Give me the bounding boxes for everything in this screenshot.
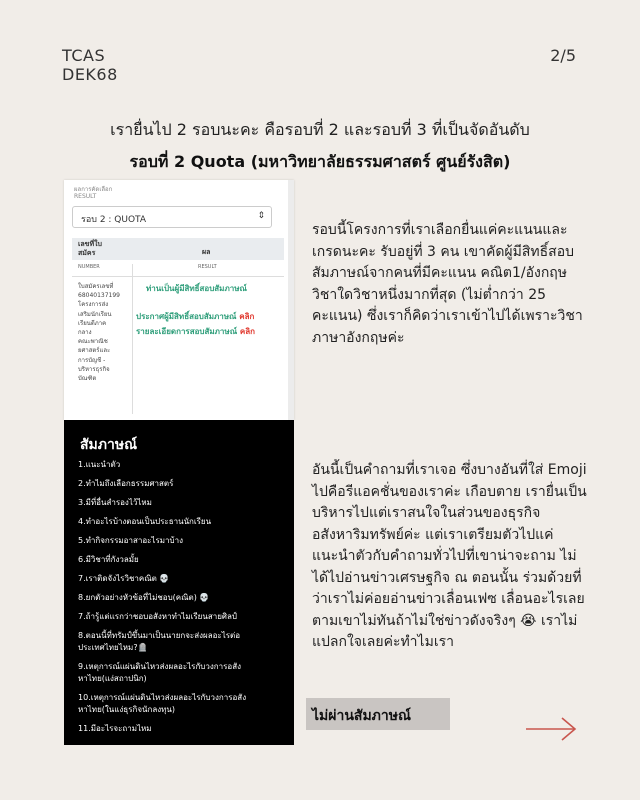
announce-row <box>136 310 254 323</box>
detail-label: รายละเอียดการสอบสัมภาษณ์ <box>136 327 238 336</box>
app-line: 68040137199 <box>78 292 120 300</box>
app-line: การบัญชี - <box>78 356 106 364</box>
result-card-header-en: RESULT <box>74 193 97 200</box>
scrollbar <box>288 180 294 420</box>
list-item: 2.ทำไมถึงเลือกธรรมศาสตร์ <box>78 479 174 488</box>
round-select[interactable] <box>72 206 272 228</box>
column-divider <box>132 264 133 414</box>
list-item: 8.ยกตัวอย่างหัวข้อที่ไม่ชอบ(คณิต) 💀 <box>78 593 210 602</box>
paragraph-round-info: รอบนี้โครงการที่เราเลือกยื่นแค่คะแนนและเกรดนะคะ รับอยู่ที่ 3 คน เขาคัดผู้มีสิทธิ์สอบสัมภาษณ์จากคนที่มีคะแนน คณิต1/อังกฤษ วิชาใดวิชาหนึ่งมากที่สุด (ไม่ต่ำกว่า 25 คะแนน) ซึ่งเราก็คิดว่าเราเข้าไปได้เพราะวิชาภาษาอังกฤษค่ะ <box>312 222 583 346</box>
row-divider <box>72 276 284 277</box>
table-header <box>72 238 284 260</box>
list-item: ประเทศไทยไหม?🪦 <box>78 643 148 652</box>
col-number-sub: NUMBER <box>78 264 100 270</box>
list-item: หาไทย(ในแง่ธุรกิจนักลงทุน) <box>78 705 176 714</box>
series-tag-line2: DEK68 <box>62 65 118 84</box>
app-line: ใบสมัครเลขที่ <box>78 283 114 290</box>
paragraph-questions: อันนี้เป็นคำถามที่เราเจอ ซึ่งบางอันที่ใส่ Emoji ไปคือรีแอคชั่นของเราค่ะ เกือบตาย เรายื่นเป็นบริหารไปแต่เราสนใจในส่วนของธุรกิจอสังหาริมทรัพย์ค่ะ แต่เราเตรียมตัวไปแค่แนะนำตัวกับคำถามทั่วไปที่เขาน่าจะถาม ไม่ได้ไปอ่านข่าวเศรษฐกิจ ณ ตอนนั้น ร่วมด้วยที่ว่าเราไม่ค่อยอ่านข่าวเลื่อนเฟซ เลื่อนอะไรเลยตามเขาไม่ทันถ้าไม่ใช่ข่าวดังจริงๆ 😭 เราไม่แปลกใจเลยค่ะทำไมเรา <box>312 462 587 650</box>
series-tag-line1: TCAS <box>62 46 106 65</box>
next-arrow-icon[interactable] <box>524 716 578 742</box>
result-badge: ไม่ผ่านสัมภาษณ์ <box>306 698 450 730</box>
col-result-sub: RESULT <box>198 264 217 270</box>
app-line: เรียนดีภาค <box>78 319 107 327</box>
app-line: กลาง <box>78 329 92 337</box>
detail-click-link[interactable]: คลิก <box>239 327 256 336</box>
list-item: 1.แนะนำตัว <box>78 460 121 469</box>
list-item: หาไทย(แง่สถาปนิก) <box>78 674 147 683</box>
detail-row <box>136 325 255 338</box>
application-info <box>78 282 128 383</box>
list-item: 10.เหตุการณ์แผ่นดินไหวส่งผลอะไรกับวงการอสัง <box>78 693 247 702</box>
page-indicator: 2/5 <box>550 46 576 65</box>
col-number-title: เลขที่ใบสมัคร <box>78 240 102 257</box>
result-card-header <box>74 186 112 200</box>
app-line: บริหารธุรกิจ <box>78 365 110 373</box>
interview-title: สัมภาษณ์ <box>80 437 138 453</box>
app-line: ยศาสตร์และ <box>78 347 111 355</box>
round-select-value: รอบ 2 : QUOTA <box>81 215 147 225</box>
list-item: 7.ถ้ารู้แต่แรกว่าชอบอสังหาทำไมเรียนสายศิลป์ <box>78 612 237 621</box>
list-item: 11.มีอะไรจะถามไหม <box>78 724 152 733</box>
list-item: 8.ตอนนี้ที่ทรัมป์ขึ้นมาเป็นนายกจะส่งผลอะไรต่อ <box>78 631 241 640</box>
app-line: โครงการส่ง <box>78 301 109 309</box>
list-item: 9.เหตุการณ์แผ่นดินไหวส่งผลอะไรกับวงการอสัง <box>78 662 242 671</box>
list-item: 3.มีที่อื่นสำรองไว้ไหม <box>78 498 152 507</box>
announce-label: ประกาศผู้มีสิทธิ์สอบสัมภาษณ์ <box>136 312 237 321</box>
list-item: 7.เราติดจังไรวิชาคณิต 💀 <box>78 574 170 583</box>
series-tag <box>62 46 118 84</box>
list-item: 4.ทำอะไรบ้างตอนเป็นประธานนักเรียน <box>78 517 212 526</box>
question-list <box>78 460 290 734</box>
app-line: เสริมนักเรียน <box>78 310 112 318</box>
app-line: บัณฑิต <box>78 375 97 383</box>
app-line: คณะพาณิช <box>78 338 108 346</box>
chevron-updown-icon: ⇕ <box>257 211 265 221</box>
col-result-title: ผล <box>202 248 211 256</box>
result-status: ท่านเป็นผู้มีสิทธิ์สอบสัมภาษณ์ <box>146 284 247 293</box>
list-item: 6.มีวิชาที่กังวลมั้ย <box>78 555 139 564</box>
round-title: รอบที่ 2 Quota (มหาวิทยาลัยธรรมศาสตร์ ศูนย์รังสิต) <box>129 152 511 171</box>
list-item: 5.ทำกิจกรรมอาสาอะไรมาบ้าง <box>78 536 183 545</box>
interview-question-list <box>64 420 294 745</box>
intro-text: เรายื่นไป 2 รอบนะคะ คือรอบที่ 2 และรอบที่ 3 ที่เป็นจัดอันดับ <box>110 120 530 139</box>
result-card-header-th: ผลการคัดเลือก <box>74 186 113 193</box>
result-screenshot <box>64 180 294 420</box>
announce-click-link[interactable]: คลิก <box>239 312 255 321</box>
